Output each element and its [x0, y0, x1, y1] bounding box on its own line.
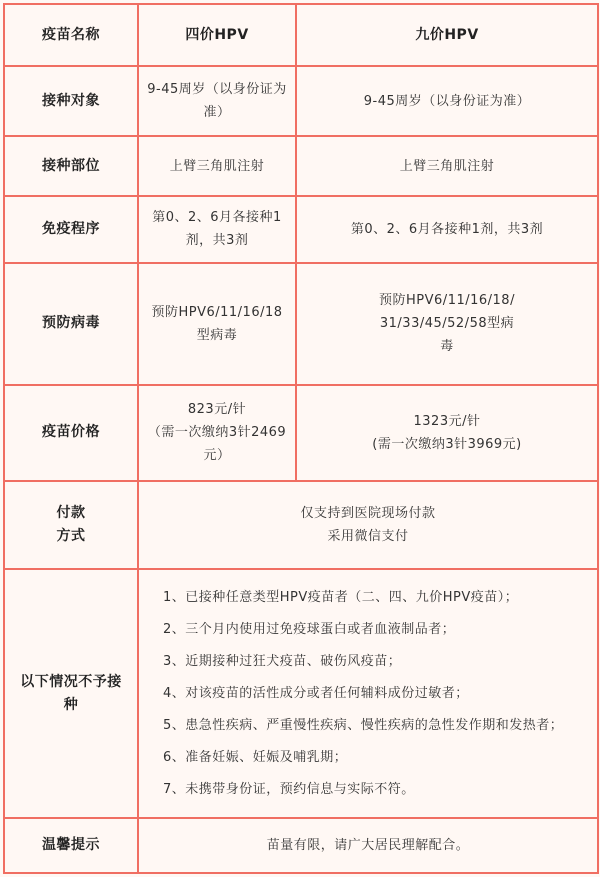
label-payment [4, 481, 138, 569]
payment-line1: 仅支持到医院现场付款 [300, 506, 436, 522]
row-target-group [4, 66, 598, 136]
exclusion-item: 4、对该疫苗的活性成分或者任何辅料成份过敏者； [163, 685, 469, 701]
row-price [4, 385, 598, 481]
label-tip: 温馨提示 [4, 818, 138, 873]
exclusion-item: 2、三个月内使用过免疫球蛋白或者血液制品者； [163, 621, 456, 637]
hpv4-target-group: 9-45周岁（以身份证为准） [138, 66, 296, 136]
label-exclusions: 以下情况不予接种 [4, 569, 138, 818]
exclusion-item: 7、未携带身份证，预约信息与实际不符。 [163, 781, 415, 797]
row-injection-site [4, 136, 598, 196]
payment-line2: 采用微信支付 [327, 529, 409, 545]
row-payment [4, 481, 598, 569]
hpv4-price-cell [138, 385, 296, 481]
header-row [4, 4, 598, 66]
row-tip [4, 818, 598, 873]
hpv4-injection-site: 上臂三角肌注射 [138, 136, 296, 196]
label-prevention: 预防病毒 [4, 263, 138, 385]
hpv9-price: 1323元/针 [413, 413, 481, 429]
hpv4-prevention: 预防HPV6/11/16/18型病毒 [138, 263, 296, 385]
exclusions-list [163, 582, 579, 806]
exclusion-item: 1、已接种任意类型HPV疫苗者（二、四、九价HPV疫苗）； [163, 589, 519, 605]
label-schedule: 免疫程序 [4, 196, 138, 262]
exclusion-item: 3、近期接种过狂犬疫苗、破伤风疫苗； [163, 653, 402, 669]
exclusion-item: 5、患急性疾病、严重慢性疾病、慢性疾病的急性发作期和发热者； [163, 717, 564, 733]
row-exclusions [4, 569, 598, 818]
payment-content [138, 481, 598, 569]
row-prevention [4, 263, 598, 385]
hpv-vaccine-table [3, 3, 599, 874]
hpv9-injection-site: 上臂三角肌注射 [296, 136, 598, 196]
hpv4-price: 823元/针 [187, 402, 247, 418]
hpv4-schedule: 第0、2、6月各接种1剂，共3剂 [138, 196, 296, 262]
exclusion-item: 6、准备妊娠、妊娠及哺乳期； [163, 749, 348, 765]
hpv9-target-group: 9-45周岁（以身份证为准） [296, 66, 598, 136]
hpv9-schedule: 第0、2、6月各接种1剂，共3剂 [296, 196, 598, 262]
header-vaccine-name: 疫苗名称 [4, 4, 138, 66]
tip-content: 苗量有限，请广大居民理解配合。 [138, 818, 598, 873]
hpv9-price-cell [296, 385, 598, 481]
label-injection-site: 接种部位 [4, 136, 138, 196]
row-schedule [4, 196, 598, 262]
hpv4-price-note: （需一次缴纳3针2469元） [147, 425, 287, 464]
header-hpv4: 四价HPV [138, 4, 296, 66]
hpv9-prevention: 预防HPV6/11/16/18/31/33/45/52/58型病毒 [296, 263, 598, 385]
label-payment-line1: 付款 [56, 505, 86, 522]
exclusions-content [138, 569, 598, 818]
header-hpv9: 九价HPV [296, 4, 598, 66]
label-target-group: 接种对象 [4, 66, 138, 136]
hpv9-price-note: (需一次缴纳3针3969元) [372, 436, 522, 452]
label-price: 疫苗价格 [4, 385, 138, 481]
label-payment-line2: 方式 [56, 528, 86, 545]
